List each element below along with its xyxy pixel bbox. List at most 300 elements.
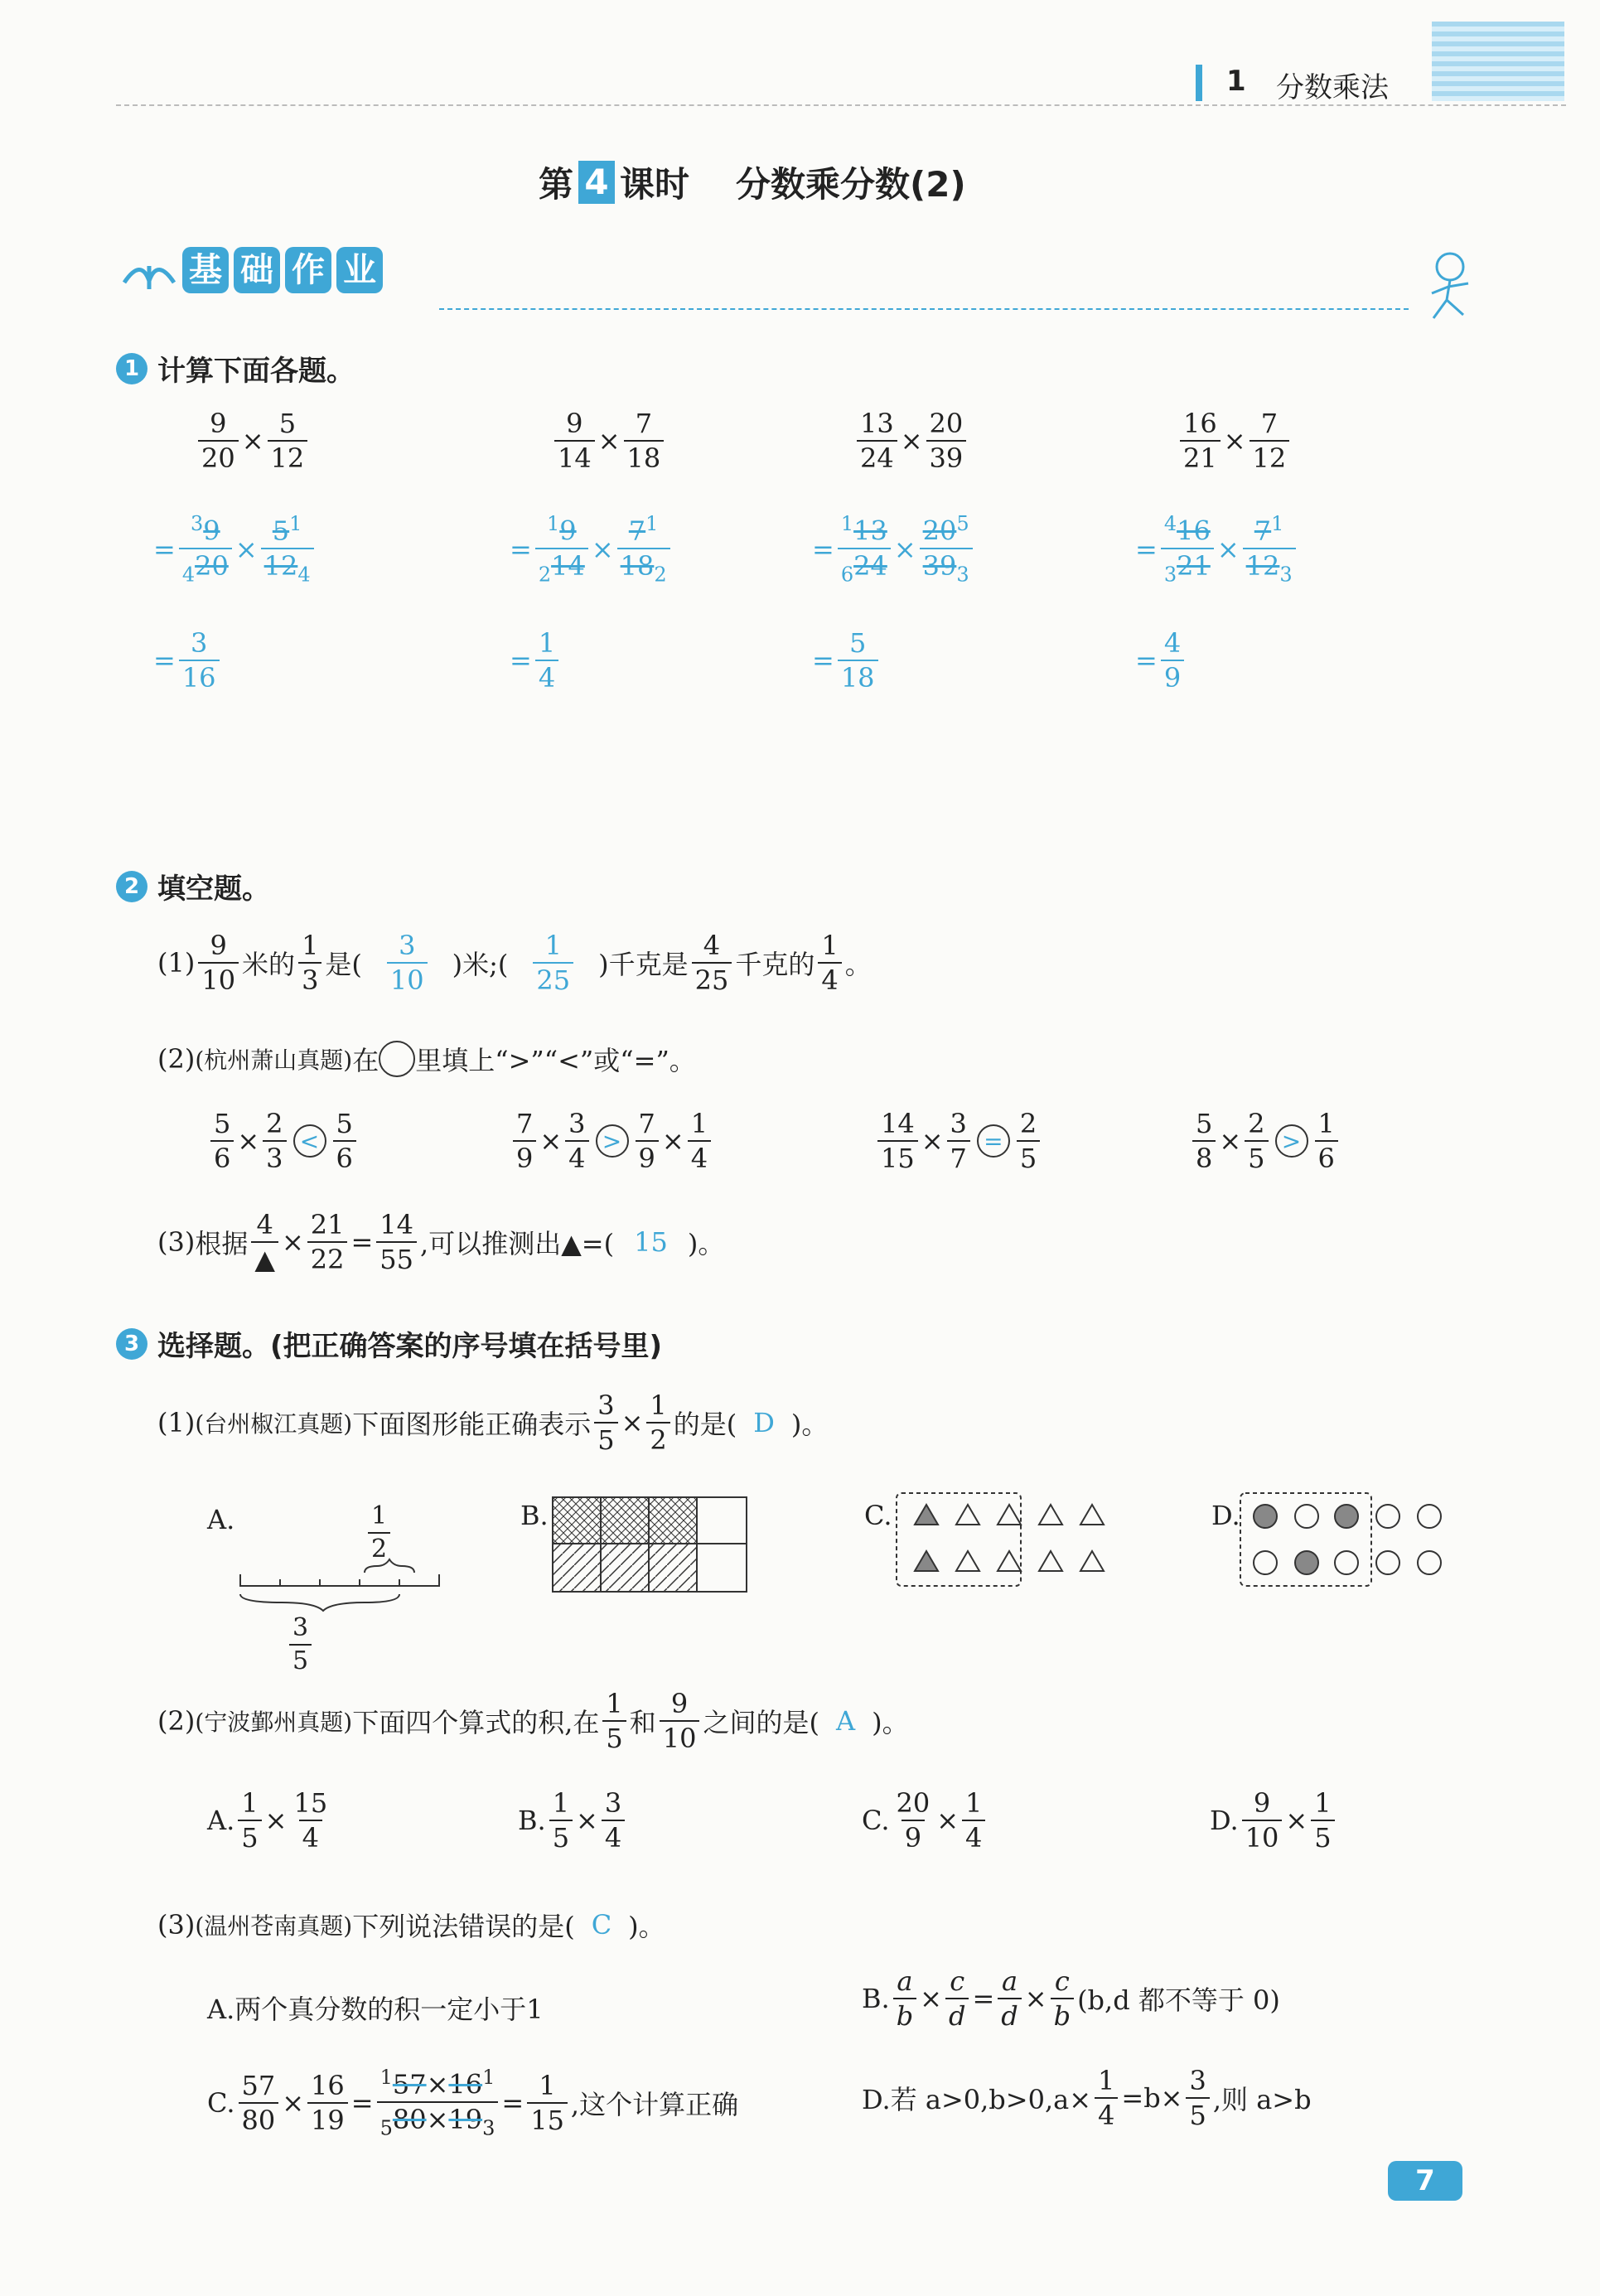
crossed-denominator: 20 (195, 549, 229, 582)
denominator (838, 548, 891, 587)
text: )。 (790, 1409, 829, 1440)
crossed-numerator: 13 (853, 515, 887, 547)
reduced-denominator: 4 (181, 563, 196, 587)
denominator: 10 (387, 962, 428, 993)
numerator: 4 (703, 930, 721, 961)
crossed-denominator: 12 (263, 549, 298, 582)
answer: D (753, 1407, 775, 1438)
text: )。 (872, 1707, 909, 1738)
times-sign: × (1285, 1805, 1308, 1836)
text: (b,d 都不等于 0) (1077, 1984, 1280, 2016)
chapter-title: 分数乘法 (1276, 71, 1389, 104)
numerator: 7 (1260, 408, 1279, 439)
crossed-denominator: 12 (1245, 549, 1280, 582)
reduced-numerator: 1 (1271, 512, 1284, 535)
compare-circle[interactable]: > (1275, 1124, 1308, 1158)
fraction (1051, 1965, 1074, 2032)
source-tag: (台州椒江真题) (195, 1410, 353, 1438)
fraction (307, 2069, 348, 2136)
denominator: b (1051, 1998, 1074, 2029)
fraction (554, 408, 595, 474)
header-divider (116, 104, 1566, 106)
header-bar (1196, 65, 1202, 101)
denominator: 9 (1161, 660, 1184, 691)
denominator: b (893, 1998, 916, 2029)
times-sign: × (539, 1125, 563, 1157)
page-number: 7 (1388, 2161, 1462, 2201)
reduced-numerator: 1 (840, 512, 854, 535)
numerator: 5 (848, 627, 867, 659)
crossed-numerator: 16 (1177, 515, 1211, 547)
fraction (893, 1965, 916, 2032)
denominator: $_580\times 19_3$ (377, 2101, 499, 2138)
numerator: 16 (1183, 408, 1217, 439)
answer: C (591, 1909, 612, 1941)
number-line-diagram (232, 1558, 447, 1624)
numerator: 1 (606, 1688, 623, 1719)
compare-item (510, 1110, 714, 1172)
denominator: 5 (1311, 1820, 1334, 1851)
denominator: 3 (263, 1140, 286, 1172)
denominator (617, 548, 670, 587)
numerator: 3 (399, 930, 416, 961)
fraction (893, 1787, 934, 1854)
q1-result (812, 627, 882, 694)
cancel-fraction (838, 512, 891, 587)
fraction (268, 408, 308, 474)
fraction (945, 1965, 969, 2032)
reduced-numerator: 1 (289, 512, 302, 535)
numerator: 3 (604, 1787, 622, 1819)
times-sign: × (900, 425, 923, 457)
numerator: 1 (538, 627, 556, 659)
q1-result (153, 627, 223, 694)
times-sign: × (661, 1125, 684, 1157)
times-sign: × (241, 425, 264, 457)
denominator: 4 (602, 1820, 625, 1851)
denominator: 7 (947, 1140, 970, 1172)
text: ,这个计算正确 (570, 2088, 739, 2120)
fraction (1017, 1110, 1040, 1172)
q3p1-label: (1) (157, 1407, 196, 1438)
fraction (602, 1690, 626, 1752)
header-decoration (1432, 22, 1564, 101)
times-sign: × (597, 425, 621, 457)
fraction (998, 1965, 1021, 2032)
denominator: 6 (210, 1140, 234, 1172)
text: 。 (844, 949, 872, 980)
source-tag: (温州苍南真题) (195, 1912, 353, 1940)
text: 里填上“>”“<”或“=”。 (415, 1045, 696, 1076)
text: 是( (325, 949, 362, 980)
badge-char-3: 作 (285, 247, 331, 293)
numerator: 1 (539, 2069, 556, 2101)
fraction (1245, 1110, 1268, 1172)
option-a-half (368, 1501, 390, 1564)
numerator: c (1054, 1965, 1070, 1997)
fraction (251, 1211, 278, 1273)
times-sign: × (920, 1983, 942, 2014)
denominator: 80 (239, 2102, 279, 2134)
text: 下面图形能正确表示 (352, 1409, 592, 1440)
q3p3-option-d (862, 2067, 1312, 2129)
triangles-diagram (895, 1491, 1110, 1591)
fraction (1186, 2067, 1209, 2129)
fraction (857, 408, 897, 474)
denominator: 4 (1095, 2097, 1118, 2129)
denominator: 2 (646, 1422, 669, 1453)
numerator: 9 (1253, 1787, 1271, 1819)
fraction (527, 2069, 568, 2136)
fraction (263, 1110, 286, 1172)
fraction (594, 1390, 617, 1456)
fraction (1095, 2067, 1118, 2129)
numerator: 9 (566, 408, 583, 439)
q1-problem (1177, 408, 1293, 474)
text: C. (207, 2086, 235, 2119)
choice-option (518, 1787, 628, 1854)
text: 的是( (673, 1409, 737, 1440)
numerator: 5 (214, 1108, 231, 1139)
times-sign: × (936, 1805, 960, 1836)
numerator (626, 514, 662, 548)
equals-sign: = (1135, 533, 1158, 565)
denominator: 20 (198, 440, 239, 471)
numerator: 3 (950, 1108, 967, 1139)
result-fraction (1161, 627, 1184, 694)
fraction (646, 1390, 669, 1456)
crossed-numerator: 9 (559, 515, 577, 547)
q2-title (116, 866, 270, 906)
equals-sign: = (510, 645, 532, 676)
denominator: 12 (1250, 440, 1290, 471)
option-c-label: C. (864, 1500, 892, 1531)
q2-p2 (157, 1040, 696, 1078)
denominator: 4 (818, 962, 841, 993)
text: 下面四个算式的积,在 (352, 1707, 600, 1738)
denominator: 4 (535, 660, 558, 691)
numerator: 3 (597, 1390, 615, 1421)
q2-p1 (157, 930, 872, 996)
source-tag: (宁波鄞州真题) (195, 1709, 353, 1736)
numerator: 4 (1163, 627, 1182, 659)
denominator: 15 (877, 1140, 918, 1172)
lesson-number: 4 (578, 161, 615, 204)
denominator: 3 (298, 962, 321, 993)
denominator: 9 (636, 1140, 659, 1172)
badge-char-1: 基 (182, 247, 229, 293)
numerator: 15 (293, 1787, 328, 1819)
triangle-denominator: ▲ (251, 1241, 278, 1273)
cancel-fraction (617, 512, 670, 587)
option-a-three-fifths (289, 1613, 312, 1675)
denominator: 10 (1242, 1820, 1283, 1851)
denominator (1161, 548, 1214, 587)
fraction (238, 1787, 261, 1854)
q1-text: 计算下面各题。 (157, 355, 355, 388)
denominator: 10 (198, 962, 239, 993)
q3p2-label: (2) (157, 1705, 196, 1737)
text: )千克是 (598, 949, 689, 980)
numerator: 7 (516, 1108, 534, 1139)
circle-icon (379, 1041, 415, 1077)
q1-simplify-step (812, 512, 976, 587)
answer: A (835, 1705, 856, 1737)
result-fraction (179, 627, 220, 694)
cancel-fraction (920, 512, 973, 587)
text: 根据 (195, 1228, 249, 1259)
fraction (565, 1110, 588, 1172)
lesson-prefix: 第 (539, 164, 574, 205)
numerator: 20 (896, 1787, 931, 1819)
crossed-denominator: 24 (853, 549, 887, 582)
section-divider (439, 308, 1409, 310)
numerator: 1 (241, 1787, 259, 1819)
fraction (198, 930, 239, 996)
cancel-fraction (535, 512, 588, 587)
reduced-denominator: 3 (1279, 563, 1293, 587)
reduced-denominator: 4 (297, 563, 311, 587)
denominator: 4 (299, 1820, 322, 1851)
fraction (1180, 408, 1221, 474)
numerator: 5 (278, 408, 297, 439)
times-sign: × (281, 1226, 304, 1258)
denominator: 9 (513, 1140, 536, 1172)
q2-p3 (157, 1211, 724, 1273)
numerator: 21 (310, 1209, 345, 1240)
text: 千克的 (735, 949, 815, 980)
text: 下列说法错误的是( (352, 1911, 575, 1942)
lesson-title (539, 157, 966, 207)
numerator: 1 (690, 1108, 708, 1139)
times-sign: × (1216, 533, 1240, 565)
fraction (636, 1110, 659, 1172)
badge-char-2: 础 (234, 247, 280, 293)
denominator: 5 (1186, 2097, 1209, 2129)
fraction (513, 1110, 536, 1172)
denominator: 5 (289, 1644, 312, 1674)
denominator: 6 (333, 1140, 356, 1172)
text: )。 (687, 1228, 725, 1259)
denominator (1243, 548, 1296, 587)
q3-p1 (157, 1390, 829, 1456)
q2-text: 填空题。 (157, 872, 270, 906)
fraction (688, 1110, 711, 1172)
numerator: 2 (266, 1108, 283, 1139)
times-sign: × (921, 1125, 944, 1157)
equals-sign: = (350, 2086, 374, 2119)
times-sign: × (576, 1805, 598, 1836)
numerator: 3 (292, 1613, 309, 1642)
denominator: 18 (624, 440, 665, 471)
compare-item (1189, 1110, 1341, 1172)
denominator: 6 (1315, 1140, 1338, 1172)
answer-fraction (533, 930, 573, 996)
denominator: 5 (549, 1820, 573, 1851)
numerator: 9 (210, 930, 227, 961)
denominator: 25 (533, 962, 573, 993)
text: 和 (629, 1707, 656, 1738)
text: B. (862, 1983, 890, 2014)
section-badge (116, 247, 383, 293)
q1-simplify-step (153, 512, 317, 587)
times-sign: × (1223, 425, 1246, 457)
fraction (1315, 1110, 1338, 1172)
cancel-fraction (377, 2067, 499, 2138)
denominator (535, 548, 588, 587)
denominator: 14 (554, 440, 595, 471)
q2-number: 2 (116, 871, 147, 902)
denominator: 22 (307, 1241, 348, 1273)
fraction (602, 1787, 625, 1854)
times-sign: × (621, 1407, 644, 1438)
source-tag: (杭州萧山真题) (195, 1046, 353, 1074)
numerator: 2 (1248, 1108, 1265, 1139)
fraction (962, 1787, 985, 1854)
numerator: 20 (929, 408, 964, 439)
option-label: A. (207, 1805, 235, 1836)
times-sign: × (264, 1805, 288, 1836)
lesson-name: 分数乘分数(2) (736, 164, 966, 205)
option-label: B. (518, 1805, 546, 1836)
fraction (877, 1110, 918, 1172)
times-sign: × (591, 533, 614, 565)
crossed-numerator: 5 (272, 515, 290, 547)
denominator: 4 (565, 1140, 588, 1172)
fraction (1242, 1787, 1283, 1854)
equals-sign: = (153, 533, 176, 565)
compare-item (207, 1110, 360, 1172)
equals-sign: = (1135, 645, 1158, 676)
crossed-denominator: 21 (1177, 549, 1211, 582)
compare-circle[interactable]: > (596, 1124, 629, 1158)
text: )米;( (452, 949, 509, 980)
q1-problem (853, 408, 969, 474)
denominator (920, 548, 973, 587)
numerator: 9 (670, 1688, 689, 1719)
compare-item (874, 1110, 1043, 1172)
numerator: 1 (965, 1787, 983, 1819)
numerator: 1 (650, 1390, 667, 1421)
text: ,可以推测出▲=( (420, 1228, 615, 1259)
numerator: 1 (1317, 1108, 1335, 1139)
numerator: a (1001, 1965, 1018, 1997)
q3p3-option-b (862, 1965, 1280, 2032)
denominator: 19 (307, 2102, 348, 2134)
reduced-denominator: 3 (1163, 563, 1177, 587)
answer-fraction (387, 930, 428, 996)
times-sign: × (1024, 1983, 1047, 2014)
fraction (333, 1110, 356, 1172)
option-b-label: B. (520, 1500, 549, 1531)
text: D.若 a>0,b>0,a× (862, 2084, 1092, 2115)
text: 米的 (242, 949, 296, 980)
reduced-denominator: 6 (840, 563, 854, 587)
q1-number: 1 (116, 353, 147, 384)
numerator: 1 (371, 1501, 388, 1530)
compare-circle[interactable]: < (293, 1124, 326, 1158)
denominator: 9 (902, 1820, 925, 1851)
reduced-numerator: 4 (1163, 512, 1177, 535)
denominator: d (945, 1998, 969, 2029)
denominator: 16 (179, 660, 220, 691)
fraction (1192, 1110, 1216, 1172)
q3-p2 (157, 1690, 909, 1752)
q3-text: 选择题。(把正确答案的序号填在括号里) (157, 1330, 663, 1363)
times-sign: × (1219, 1125, 1242, 1157)
numerator (187, 514, 224, 548)
denominator: 39 (926, 440, 967, 471)
fraction (376, 1211, 417, 1273)
numerator (838, 514, 891, 548)
running-kid-icon (1417, 249, 1483, 323)
reduced-denominator: 2 (538, 563, 552, 587)
numerator (1251, 514, 1288, 548)
text: 之间的是( (703, 1707, 819, 1738)
denominator: 25 (692, 962, 732, 993)
compare-circle[interactable]: = (977, 1124, 1010, 1158)
option-label: D. (1210, 1805, 1239, 1836)
crossed-denominator: 18 (620, 549, 655, 582)
crossed-denominator: 14 (551, 549, 585, 582)
text: =b× (1121, 2082, 1183, 2114)
times-sign: × (237, 1125, 260, 1157)
fraction (239, 2069, 279, 2136)
equals-sign: = (153, 645, 176, 676)
fraction (210, 1110, 234, 1172)
numerator: 4 (256, 1209, 273, 1240)
reduced-numerator: 1 (645, 512, 659, 535)
cancel-fraction (1243, 512, 1296, 587)
numerator: 3 (1189, 2065, 1206, 2096)
denominator: 18 (838, 660, 878, 691)
cancel-fraction (1161, 512, 1214, 587)
denominator: 4 (962, 1820, 985, 1851)
option-d-label: D. (1211, 1500, 1240, 1531)
text: 在 (352, 1045, 379, 1076)
choice-option (207, 1787, 334, 1854)
crossed-denominator: 39 (922, 549, 957, 582)
equals-sign: = (510, 533, 532, 565)
option-label: C. (862, 1805, 890, 1836)
reduced-denominator: 3 (956, 563, 969, 587)
numerator: 13 (860, 408, 894, 439)
text: )。 (628, 1911, 665, 1942)
fraction (947, 1110, 970, 1172)
denominator: 21 (1180, 440, 1221, 471)
numerator: 1 (544, 930, 562, 961)
fraction (692, 930, 732, 996)
fraction (307, 1211, 348, 1273)
numerator: 7 (635, 408, 653, 439)
cancel-fraction (261, 512, 314, 587)
text: A.两个真分数的积一定小于1 (207, 1994, 544, 2025)
text: ,则 a>b (1212, 2084, 1312, 2115)
fraction (1311, 1787, 1334, 1854)
numerator: 7 (638, 1108, 655, 1139)
q3p3-label: (3) (157, 1909, 196, 1941)
fraction (624, 408, 665, 474)
choice-option (1210, 1787, 1338, 1854)
result-fraction (535, 627, 558, 694)
denominator: 5 (602, 1720, 626, 1752)
crossed-numerator: 7 (1254, 515, 1272, 547)
numerator: 3 (568, 1108, 586, 1139)
fraction (198, 408, 239, 474)
q3-title (116, 1323, 662, 1364)
circles-diagram (1239, 1491, 1454, 1591)
numerator: 1 (302, 930, 319, 961)
